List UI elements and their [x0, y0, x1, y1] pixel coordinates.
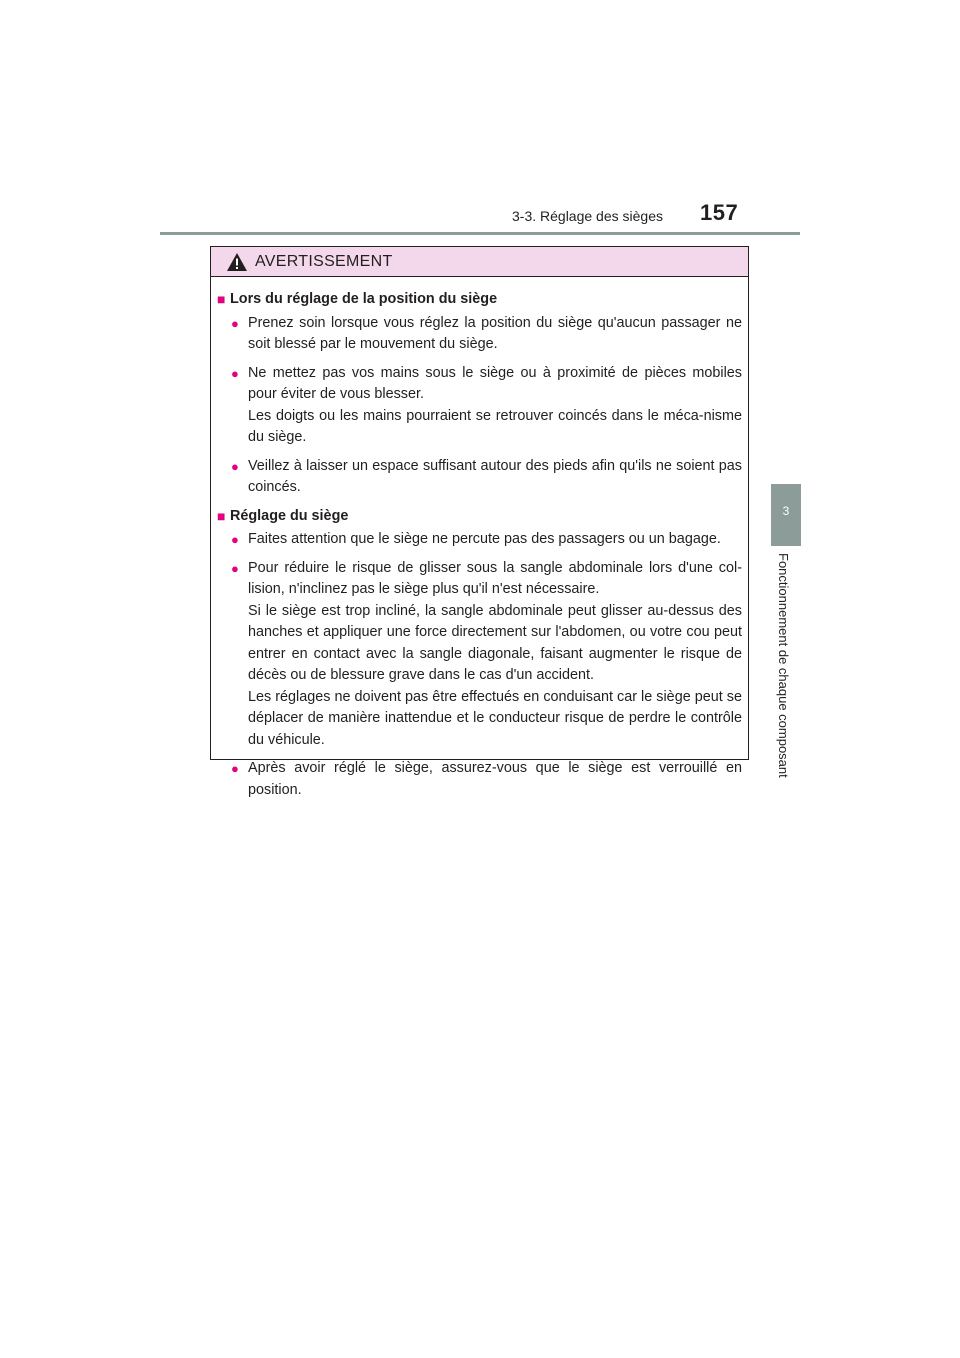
section-heading: [217, 506, 742, 528]
chapter-number: 3: [782, 504, 790, 518]
section-heading-text: Réglage du siège: [230, 507, 349, 524]
warning-body: [211, 277, 748, 801]
list-item: [217, 558, 742, 752]
paragraph: Pour réduire le risque de glisser sous la sangle abdominale lors d'une col-lision, n'inclinez pas le siège plus qu'il n'est nécessaire.: [248, 559, 742, 597]
header-rule: [160, 232, 800, 235]
section-heading-text: Lors du réglage de la position du siège: [230, 291, 498, 307]
section-heading: [217, 289, 742, 311]
list-item: [217, 363, 742, 449]
paragraph: Après avoir réglé le siège, assurez-vous que le siège est verrouillé en position.: [248, 760, 742, 798]
round-bullet-icon: ●: [231, 761, 239, 776]
square-bullet-icon: ■: [217, 507, 226, 524]
page-number: 157: [700, 200, 739, 225]
paragraph: Les doigts ou les mains pourraient se retrouver coincés dans le méca-nisme du siège.: [248, 407, 742, 445]
warning-header: [211, 247, 748, 277]
section-title: 3-3. Réglage des sièges: [512, 208, 663, 224]
square-bullet-icon: ■: [217, 291, 226, 307]
warning-triangle-icon: [226, 252, 248, 272]
round-bullet-icon: ●: [231, 532, 239, 547]
warning-box: [210, 246, 749, 798]
list-item: [217, 313, 742, 356]
list-item-text: [248, 456, 742, 499]
paragraph: Faites attention que le siège ne percute pas des passagers ou un bagage.: [248, 531, 721, 547]
list-item: [217, 456, 742, 499]
list-item-text: [248, 558, 742, 752]
list-item: [217, 758, 742, 801]
round-bullet-icon: ●: [231, 458, 239, 474]
paragraph: Les réglages ne doivent pas être effectués en conduisant car le siège peut se déplacer de manière inattendue et le conducteur risque de perdre le contrôle du véhicule.: [248, 688, 742, 748]
warning-section: [217, 506, 742, 802]
paragraph: Ne mettez pas vos mains sous le siège ou à proximité de pièces mobiles pour éviter de vous blesser.: [248, 364, 742, 402]
round-bullet-icon: ●: [231, 560, 239, 576]
paragraph: Si le siège est trop incliné, la sangle abdominale peut glisser au-dessus des hanches et appliquer une force directement sur l'abdomen, ou votre cou peut entrer en contact avec la sangle diagonale, faisant augmenter le risque de décès ou de blessure grave dans le cas d'un accident.: [248, 602, 742, 683]
list-item-text: [248, 758, 742, 801]
round-bullet-icon: ●: [231, 315, 239, 331]
list-item-text: [248, 313, 742, 356]
warning-title: AVERTISSEMENT: [255, 253, 393, 270]
round-bullet-icon: ●: [231, 365, 239, 381]
list-item-text: [248, 363, 742, 449]
paragraph: Prenez soin lorsque vous réglez la position du siège qu'aucun passager ne soit blessé par le mouvement du siège.: [248, 314, 742, 352]
list-item-text: [248, 529, 742, 551]
warning-section: [217, 289, 742, 499]
chapter-title: Fonctionnement de chaque composant: [776, 553, 791, 778]
paragraph: Veillez à laisser un espace suffisant autour des pieds afin qu'ils ne soient pas coincés.: [248, 457, 742, 495]
list-item: [217, 529, 742, 551]
